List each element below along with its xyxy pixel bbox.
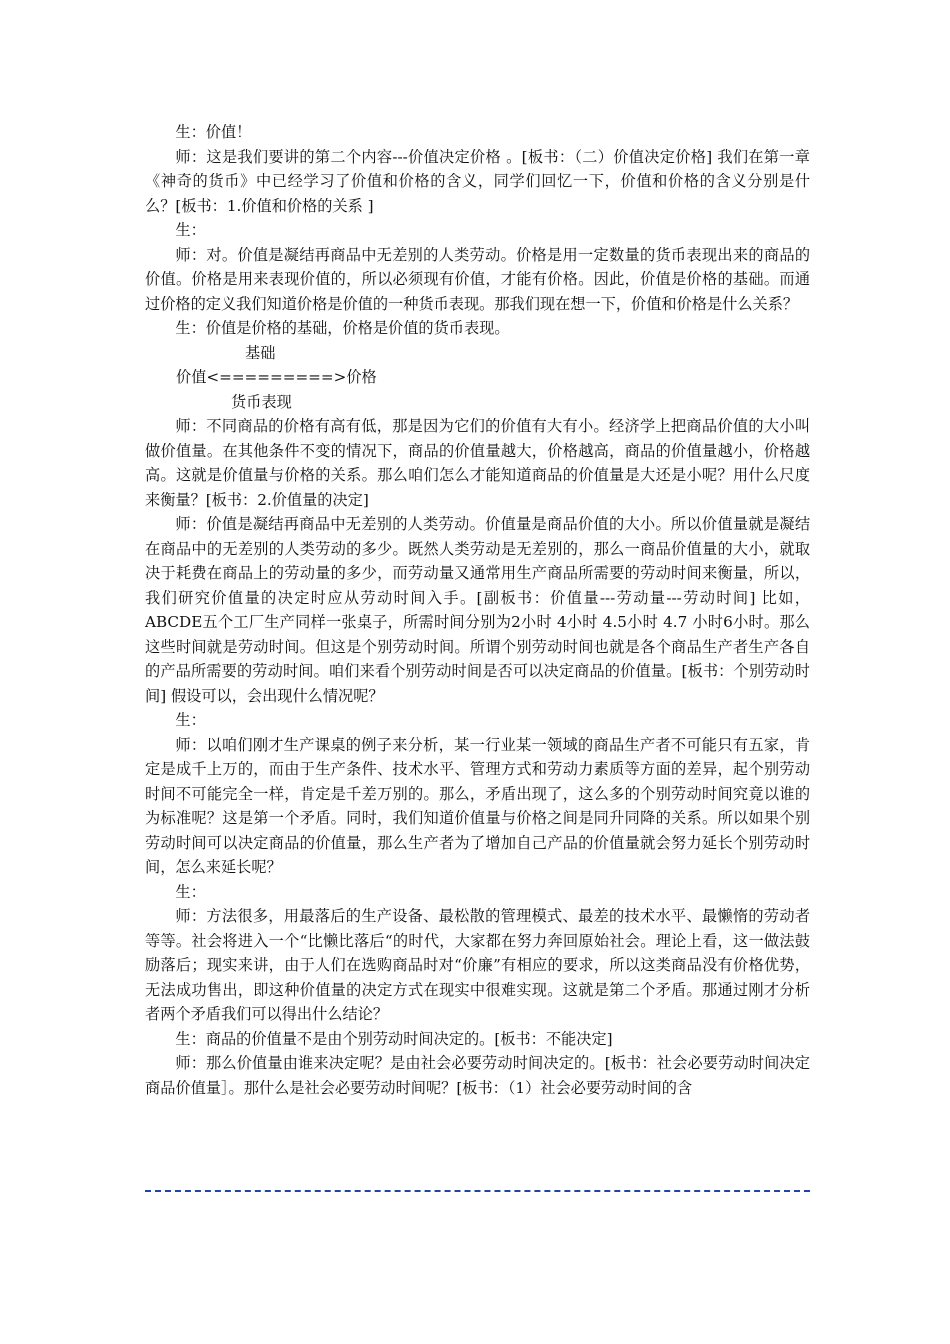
paragraph: 师：价值是凝结再商品中无差别的人类劳动。价值量是商品价值的大小。所以价值量就是凝结在商品中的无差别的人类劳动的多少。既然人类劳动是无差别的，那么一商品价值量的大小，就取决于耗费在商品上的劳动量的多少，而劳动量又通常用生产商品所需要的劳动时间来衡量，所以，我们研究价值量的决定时应从劳动时间入手。[副板书：价值量---劳动量---劳动时间] 比如，ABCDE五个工厂生产同样一张桌子，所需时间分别为2小时 4小时 4.5小时 4.7 小时6小时。那么这些时间就是劳动时间。但这是个别劳动时间。所谓个别劳动时间也就是各个商品生产者生产各自的产品所需要的劳动时间。咱们来看个别劳动时间是否可以决定商品的价值量。[板书：个别劳动时间] 假设可以，会出现什么情况呢？ [145,515,810,705]
paragraph: 师：那么价值量由谁来决定呢？是由社会必要劳动时间决定的。[板书：社会必要劳动时间决定商品价值量］。那什么是社会必要劳动时间呢？[板书：（1）社会必要劳动时间的含 [145,1054,810,1097]
paragraph: 生：商品的价值量不是由个别劳动时间决定的。[板书：不能决定] [175,1029,613,1048]
paragraph: 师：不同商品的价格有高有低，那是因为它们的价值有大有小。经济学上把商品价值的大小叫做价值量。在其他条件不变的情况下，商品的价值量越大，价格越高，商品的价值量越小，价格越高。这就是价值量与价格的关系。那么咱们怎么才能知道商品的价值量是大还是小呢？用什么尺度来衡量？[板书：2.价值量的决定] [145,417,810,509]
value-price-diagram [145,341,810,415]
paragraph: 师：方法很多，用最落后的生产设备、最松散的管理模式、最差的技术水平、最懒惰的劳动者等等。社会将进入一个“比懒比落后“的时代，大家都在努力奔回原始社会。理论上看，这一做法鼓励落后；现实来讲，由于人们在选购商品时对“价廉”有相应的要求，所以这类商品没有价格优势，无法成功售出，即这种价值量的决定方式在现实中很难实现。这就是第二个矛盾。那通过刚才分析者两个矛盾我们可以得出什么结论？ [145,907,810,1023]
paragraph: 师：这是我们要讲的第二个内容---价值决定价格 。[板书：（二）价值决定价格] 我们在第一章《神奇的货币》中已经学习了价值和价格的含义，同学们回忆一下，价值和价格的含义分别是什么？[板书：1.价值和价格的关系 ] [145,147,810,215]
document-body [145,120,810,1100]
diagram-relation: 价值<=========>价格 [176,368,377,386]
paragraph: 生： [175,711,206,729]
diagram-top-label: 基础 [245,343,276,362]
page-divider [145,1190,810,1192]
paragraph: 师：以咱们刚才生产课桌的例子来分析，某一行业某一领域的商品生产者不可能只有五家，肯定是成千上万的，而由于生产条件、技术水平、管理方式和劳动力素质等方面的差异，起个别劳动时间不可能完全一样，肯定是千差万别的。那么，矛盾出现了，这么多的个别劳动时间究竟以谁的为标准呢？这是第一个矛盾。同时，我们知道价值量与价格之间是同升同降的关系。所以如果个别劳动时间可以决定商品的价值量，那么生产者为了增加自己产品的价值量就会努力延长个别劳动时间，怎么来延长呢？ [145,735,810,876]
paragraph: 生： [175,882,206,901]
paragraph: 生：价值！ [175,123,252,141]
paragraph: 生： [175,221,206,239]
paragraph: 师：对。价值是凝结再商品中无差别的人类劳动。价格是用一定数量的货币表现出来的商品的价值。价格是用来表现价值的，所以必须现有价值，才能有价格。因此，价值是价格的基础。而通过价格的定义我们知道价格是价值的一种货币表现。那我们现在想一下，价值和价格是什么关系？ [145,245,810,313]
diagram-bottom-label: 货币表现 [231,392,292,411]
paragraph: 生：价值是价格的基础，价格是价值的货币表现。 [175,319,510,337]
